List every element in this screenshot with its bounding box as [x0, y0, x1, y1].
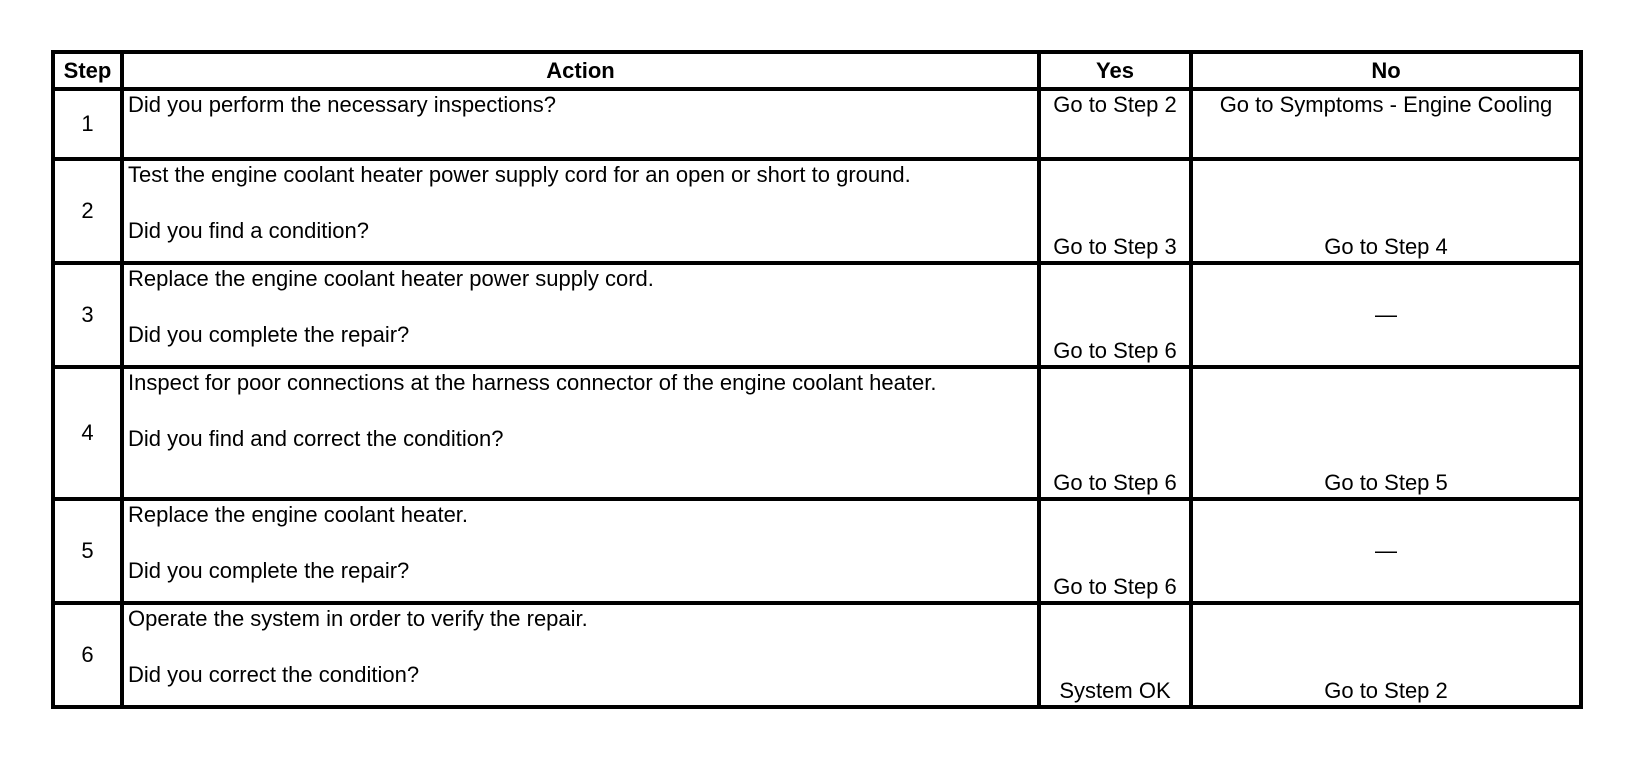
- table-row: [53, 603, 1581, 707]
- action-cell: [122, 499, 1039, 603]
- step-number: 2: [53, 159, 122, 263]
- table-row: [53, 159, 1581, 263]
- header-action: Action: [122, 52, 1039, 89]
- spacer: [128, 293, 1033, 321]
- no-cell: —: [1191, 263, 1581, 367]
- step-number: 5: [53, 499, 122, 603]
- action-question: Did you complete the repair?: [128, 322, 410, 347]
- diagnostic-table: [51, 50, 1583, 709]
- action-cell: [122, 603, 1039, 707]
- step-number: 6: [53, 603, 122, 707]
- action-cell: [122, 263, 1039, 367]
- no-cell: —: [1191, 499, 1581, 603]
- yes-cell: Go to Step 2: [1039, 89, 1191, 159]
- yes-cell: Go to Step 6: [1039, 367, 1191, 499]
- no-cell: Go to Step 5: [1191, 367, 1581, 499]
- action-cell: [122, 89, 1039, 159]
- table-row: [53, 89, 1581, 159]
- action-question: Did you correct the condition?: [128, 662, 420, 687]
- action-text: Replace the engine coolant heater power supply cord.: [128, 266, 654, 291]
- yes-cell: Go to Step 6: [1039, 263, 1191, 367]
- no-cell: Go to Step 4: [1191, 159, 1581, 263]
- header-step: Step: [53, 52, 122, 89]
- spacer: [128, 397, 1033, 425]
- action-text: Replace the engine coolant heater.: [128, 502, 469, 527]
- action-question: Did you complete the repair?: [128, 558, 410, 583]
- spacer: [128, 189, 1033, 217]
- action-question: Did you find a condition?: [128, 218, 369, 243]
- step-number: 3: [53, 263, 122, 367]
- table-header-row: [53, 52, 1581, 89]
- action-cell: [122, 159, 1039, 263]
- spacer: [128, 633, 1033, 661]
- header-yes: Yes: [1039, 52, 1191, 89]
- action-cell: [122, 367, 1039, 499]
- table-row: [53, 499, 1581, 603]
- table-row: [53, 263, 1581, 367]
- header-no: No: [1191, 52, 1581, 89]
- action-text: Operate the system in order to verify the repair.: [128, 606, 588, 631]
- no-cell: Go to Step 2: [1191, 603, 1581, 707]
- action-text: Test the engine coolant heater power supply cord for an open or short to ground.: [128, 162, 911, 187]
- step-number: 1: [53, 89, 122, 159]
- action-question: Did you find and correct the condition?: [128, 426, 504, 451]
- no-cell: Go to Symptoms - Engine Cooling: [1191, 89, 1581, 159]
- spacer: [128, 529, 1033, 557]
- yes-cell: System OK: [1039, 603, 1191, 707]
- yes-cell: Go to Step 6: [1039, 499, 1191, 603]
- action-text: Inspect for poor connections at the harness connector of the engine coolant heater.: [128, 370, 937, 395]
- action-text: Did you perform the necessary inspections?: [128, 92, 556, 117]
- table-row: [53, 367, 1581, 499]
- yes-cell: Go to Step 3: [1039, 159, 1191, 263]
- step-number: 4: [53, 367, 122, 499]
